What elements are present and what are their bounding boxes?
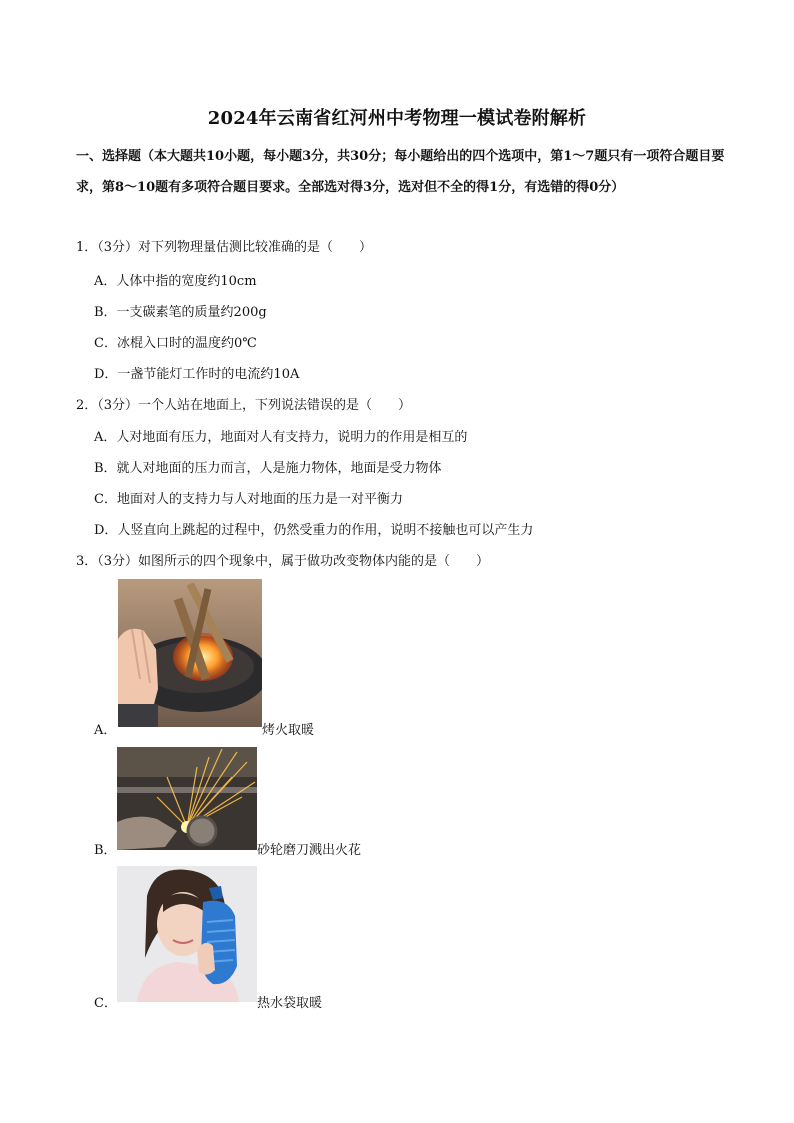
question-3-option-b-label: B． (94, 843, 117, 858)
hot-water-bottle-photo (117, 866, 257, 1002)
question-3-option-b-caption: 砂轮磨刀溅出火花 (257, 843, 362, 858)
page-title: 2024年云南省红河州中考物理一模试卷附解析 (207, 108, 587, 129)
grinding-sparks-photo (117, 747, 257, 850)
question-2-option-d: D．人竖直向上跳起的过程中，仍然受重力的作用，说明不接触也可以产生力 (94, 523, 534, 538)
campfire-photo (118, 579, 262, 727)
question-3-option-c-label: C． (94, 996, 117, 1011)
question-3-option-a-label: A． (94, 723, 117, 738)
question-2-option-b: B．就人对地面的压力而言，人是施力物体，地面是受力物体 (94, 461, 442, 476)
question-2-option-a: A．人对地面有压力，地面对人有支持力，说明力的作用是相互的 (94, 430, 468, 445)
question-1-option-b: B．一支碳素笔的质量约200g (94, 305, 267, 320)
question-3-stem: 3．（3分）如图所示的四个现象中，属于做功改变物体内能的是（ ） (76, 554, 490, 569)
section-heading: 一、选择题（本大题共10小题，每小题3分，共30分；每小题给出的四个选项中，第1～7题只有一项符合题目要求，第8～10题有多项符合题目要求。全部选对得3分，选对但不全的得1分，有选错的得0分） (76, 149, 725, 195)
question-3-option-c-caption: 热水袋取暖 (257, 996, 323, 1011)
question-1-option-d: D．一盏节能灯工作时的电流约10A (94, 367, 300, 382)
question-1-option-a: A．人体中指的宽度约10cm (94, 274, 257, 289)
question-1-option-c: C．冰棍入口时的温度约0℃ (94, 336, 257, 351)
question-3-option-a-caption: 烤火取暖 (262, 723, 315, 738)
question-2-stem: 2．（3分）一个人站在地面上，下列说法错误的是（ ） (76, 398, 412, 413)
question-2-option-c: C．地面对人的支持力与人对地面的压力是一对平衡力 (94, 492, 403, 507)
question-1-stem: 1．（3分）对下列物理量估测比较准确的是（ ） (76, 240, 373, 255)
